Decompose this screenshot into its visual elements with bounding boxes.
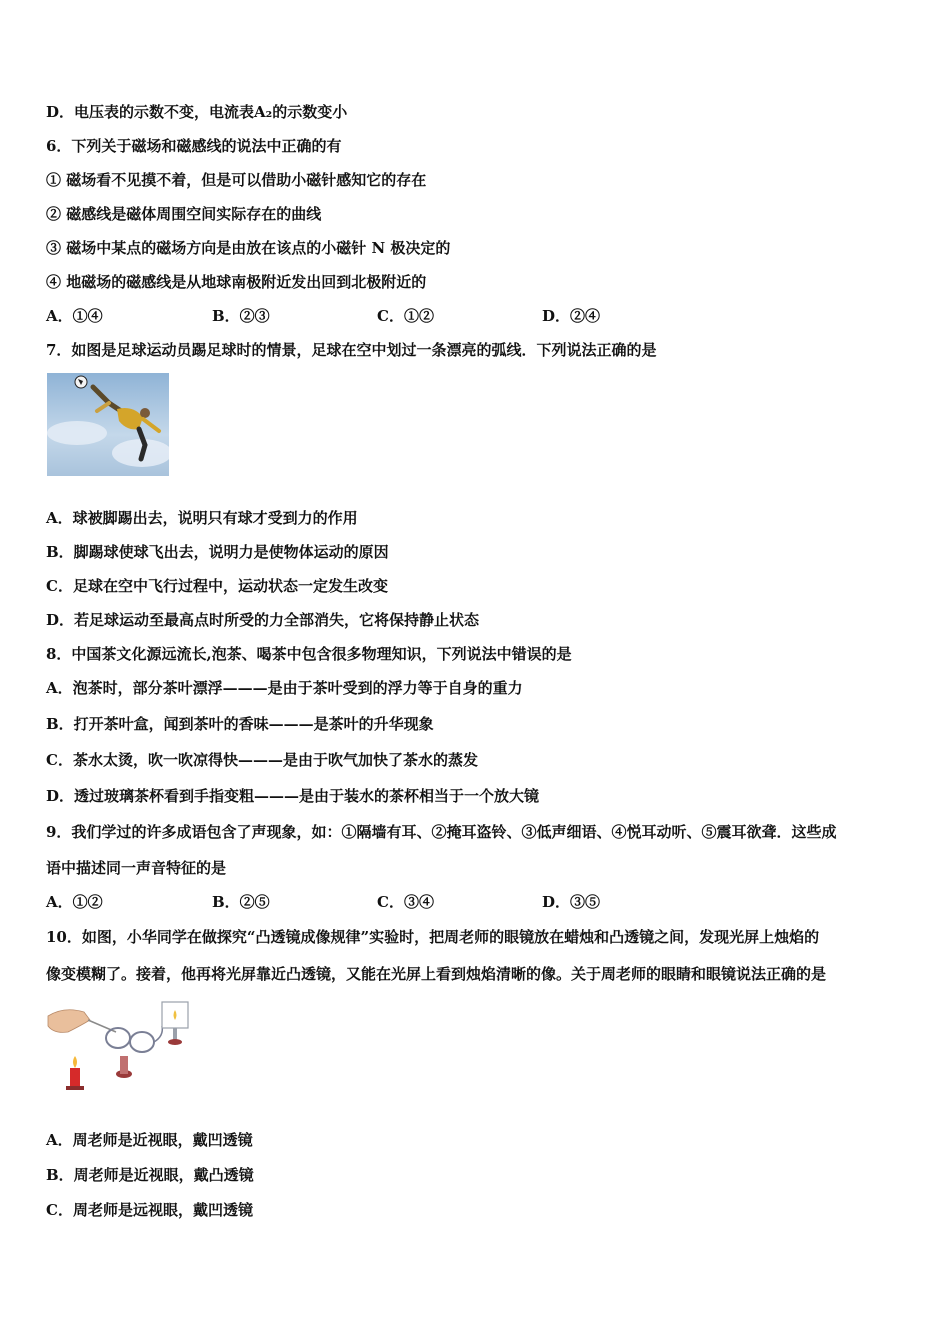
q6-option-d: D．②④ [542, 307, 601, 325]
q9-option-c: C．③④ [377, 893, 434, 911]
q6-option-a: A．①④ [46, 307, 103, 325]
lens-experiment-image [44, 996, 196, 1096]
q10-option-b: B．周老师是近视眼，戴凸透镜 [46, 1166, 254, 1184]
q9-stem-line2: 语中描述同一声音特征的是 [46, 859, 227, 877]
q7-option-b: B．脚踢球使球飞出去，说明力是使物体运动的原因 [46, 543, 389, 561]
q6-statement-1: ① 磁场看不见摸不着，但是可以借助小磁针感知它的存在 [46, 171, 427, 189]
q7-option-c: C．足球在空中飞行过程中，运动状态一定发生改变 [46, 577, 388, 595]
q8-option-c: C．茶水太烫，吹一吹凉得快———是由于吹气加快了茶水的蒸发 [46, 751, 478, 769]
q6-option-c: C．①② [377, 307, 434, 325]
q6-statement-3: ③ 磁场中某点的磁场方向是由放在该点的小磁针 N 极决定的 [46, 239, 451, 257]
q6-option-b: B．②③ [212, 307, 270, 325]
q5-option-d: D．电压表的示数不变，电流表A₂的示数变小 [46, 103, 348, 121]
q9-option-a: A．①② [46, 893, 103, 911]
q9-option-d: D．③⑤ [542, 893, 601, 911]
q10-stem-line2: 像变模糊了。接着，他再将光屏靠近凸透镜，又能在光屏上看到烛焰清晰的像。关于周老师的眼睛和眼镜说法正确的是 [46, 965, 827, 983]
q8-option-a: A．泡茶时，部分茶叶漂浮———是由于茶叶受到的浮力等于自身的重力 [46, 679, 523, 697]
q7-stem: 7．如图是足球运动员踢足球时的情景，足球在空中划过一条漂亮的弧线．下列说法正确的是 [46, 341, 657, 359]
q7-option-d: D．若足球运动至最高点时所受的力全部消失，它将保持静止状态 [46, 611, 480, 629]
q6-statement-2: ② 磁感线是磁体周围空间实际存在的曲线 [46, 205, 322, 223]
q8-stem: 8．中国茶文化源远流长,泡茶、喝茶中包含很多物理知识，下列说法中错误的是 [46, 645, 572, 663]
q6-statement-4: ④ 地磁场的磁感线是从地球南极附近发出回到北极附近的 [46, 273, 427, 291]
q8-option-b: B．打开茶叶盒，闻到茶叶的香味———是茶叶的升华现象 [46, 715, 434, 733]
q9-option-b: B．②⑤ [212, 893, 270, 911]
soccer-player-image [47, 373, 169, 476]
q6-stem: 6．下列关于磁场和磁感线的说法中正确的有 [46, 137, 342, 155]
q10-option-a: A．周老师是近视眼，戴凹透镜 [46, 1131, 253, 1149]
q8-option-d: D．透过玻璃茶杯看到手指变粗———是由于装水的茶杯相当于一个放大镜 [46, 787, 540, 805]
q9-stem-line1: 9．我们学过的许多成语包含了声现象，如：①隔墙有耳、②掩耳盗铃、③低声细语、④悦耳动听、⑤震耳欲聋．这些成 [46, 823, 837, 841]
q7-option-a: A．球被脚踢出去，说明只有球才受到力的作用 [46, 509, 358, 527]
q10-option-c: C．周老师是远视眼，戴凹透镜 [46, 1201, 253, 1219]
q10-stem-line1: 10．如图，小华同学在做探究“凸透镜成像规律”实验时，把周老师的眼镜放在蜡烛和凸透镜之间，发现光屏上烛焰的 [46, 928, 820, 946]
